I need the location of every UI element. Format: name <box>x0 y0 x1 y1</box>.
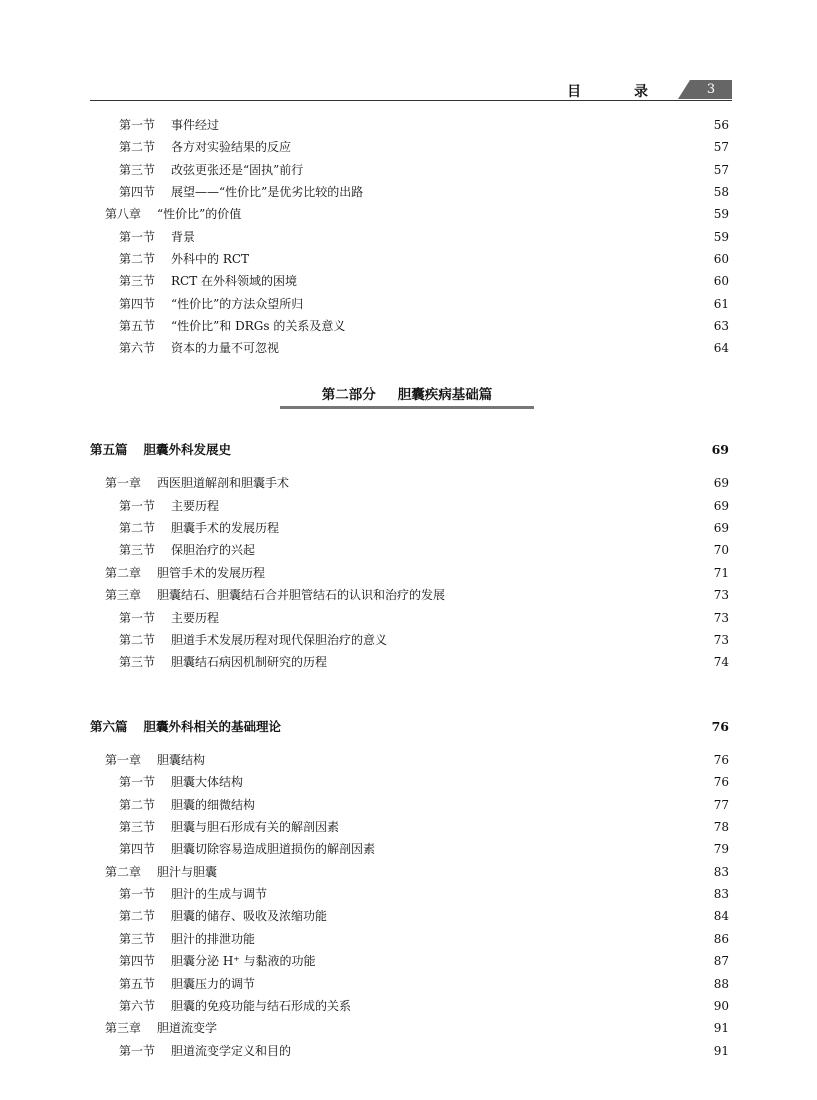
entry-title: 胆囊与胆石形成有关的解剖因素 <box>171 820 340 834</box>
entry-label: 第四节 <box>119 842 156 856</box>
entry-label: 第一节 <box>119 611 156 625</box>
entry-title: 胆囊切除容易造成胆道损伤的解剖因素 <box>171 842 376 856</box>
dot-leader <box>247 772 709 792</box>
entry-page-number: 73 <box>713 588 729 602</box>
entry-page-number: 74 <box>713 655 729 669</box>
entry-title: 主要历程 <box>171 611 220 625</box>
toc-entry-section[interactable] <box>119 839 729 859</box>
dot-leader <box>307 160 709 180</box>
entry-title: “性价比”和 DRGs 的关系及意义 <box>171 319 346 333</box>
entry-title: 胆囊结构 <box>157 753 206 767</box>
entry-title: 胆囊外科相关的基础理论 <box>143 719 282 734</box>
entry-title: 改弦更张还是“固执”前行 <box>171 163 304 177</box>
dot-leader <box>245 204 709 224</box>
entry-title: 事件经过 <box>171 118 220 132</box>
dot-leader <box>259 929 709 949</box>
entry-title: 保胆治疗的兴起 <box>171 543 256 557</box>
entry-page-number: 69 <box>713 521 729 535</box>
toc-entry-section[interactable] <box>119 518 729 538</box>
entry-page-number: 87 <box>713 954 729 968</box>
entry-page-number: 73 <box>713 633 729 647</box>
entry-title: 胆汁的生成与调节 <box>171 887 268 901</box>
part-banner-label: 第二部分 <box>321 387 376 403</box>
dot-leader <box>283 338 709 358</box>
entry-title: RCT 在外科领域的困境 <box>171 274 298 288</box>
toc-entry-section[interactable] <box>119 884 729 904</box>
toc-entry-section[interactable] <box>119 137 729 157</box>
entry-label: 第一章 <box>105 753 142 767</box>
dot-leader <box>391 630 709 650</box>
entry-label: 第八章 <box>105 207 142 221</box>
toc-entry-section[interactable] <box>119 316 729 336</box>
dot-leader <box>259 540 709 560</box>
entry-label: 第二节 <box>119 521 156 535</box>
entry-page-number: 91 <box>713 1044 729 1058</box>
entry-title: 背景 <box>171 230 196 244</box>
entry-title: 主要历程 <box>171 499 220 513</box>
entry-title: “性价比”的价值 <box>157 207 242 221</box>
entry-title: 胆囊手术的发展历程 <box>171 521 280 535</box>
dot-leader <box>355 996 709 1016</box>
dot-leader <box>269 563 709 583</box>
dot-leader <box>319 951 709 971</box>
entry-label: 第五节 <box>119 319 156 333</box>
entry-label: 第三节 <box>119 543 156 557</box>
entry-page-number: 76 <box>713 775 729 789</box>
entry-page-number: 60 <box>713 274 729 288</box>
entry-page-number: 76 <box>713 753 729 767</box>
entry-page-number: 69 <box>713 476 729 490</box>
entry-title: 胆管手术的发展历程 <box>157 566 266 580</box>
entry-label: 第三章 <box>105 1021 142 1035</box>
toc-entry-chapter[interactable] <box>105 1018 729 1038</box>
entry-title: 各方对实验结果的反应 <box>171 140 292 154</box>
toc-entry-section[interactable] <box>119 115 729 135</box>
toc-entry-part[interactable] <box>90 440 729 460</box>
entry-title: 资本的力量不可忽视 <box>171 341 280 355</box>
dot-leader <box>285 717 708 737</box>
entry-title: 胆道流变学 <box>157 1021 218 1035</box>
entry-page-number: 70 <box>713 543 729 557</box>
entry-page-number: 83 <box>713 887 729 901</box>
dot-leader <box>349 316 709 336</box>
entry-page-number: 69 <box>713 499 729 513</box>
entry-label: 第二节 <box>119 252 156 266</box>
toc-entry-section[interactable] <box>119 608 729 628</box>
dot-leader <box>209 750 709 770</box>
entry-title: 胆囊外科发展史 <box>143 442 232 457</box>
entry-page-number: 71 <box>713 566 729 580</box>
dot-leader <box>293 473 709 493</box>
entry-label: 第四节 <box>119 185 156 199</box>
entry-page-number: 79 <box>713 842 729 856</box>
toc-entry-section[interactable] <box>119 817 729 837</box>
entry-page-number: 60 <box>713 252 729 266</box>
entry-label: 第一节 <box>119 118 156 132</box>
dot-leader <box>235 440 708 460</box>
dot-leader <box>221 862 709 882</box>
entry-title: 胆囊结石、胆囊结石合并胆管结石的认识和治疗的发展 <box>157 588 446 602</box>
entry-page-number: 57 <box>713 163 729 177</box>
entry-page-number: 78 <box>713 820 729 834</box>
entry-page-number: 86 <box>713 932 729 946</box>
entry-title: 展望——“性价比”是优劣比较的出路 <box>171 185 364 199</box>
entry-page-number: 56 <box>713 118 729 132</box>
dot-leader <box>449 585 709 605</box>
toc-entry-section[interactable] <box>119 227 729 247</box>
toc-entry-section[interactable] <box>119 540 729 560</box>
dot-leader <box>379 839 709 859</box>
entry-page-number: 77 <box>713 798 729 812</box>
entry-label: 第三章 <box>105 588 142 602</box>
entry-title: 胆囊结石病因机制研究的历程 <box>171 655 328 669</box>
toc-entry-section[interactable] <box>119 338 729 358</box>
dot-leader <box>259 795 709 815</box>
toc-entry-section[interactable] <box>119 795 729 815</box>
entry-label: 第一章 <box>105 476 142 490</box>
entry-page-number: 83 <box>713 865 729 879</box>
toc-entry-section[interactable] <box>119 906 729 926</box>
entry-label: 第三节 <box>119 932 156 946</box>
toc-entry-section[interactable] <box>119 630 729 650</box>
entry-page-number: 63 <box>713 319 729 333</box>
entry-page-number: 69 <box>711 442 729 457</box>
toc-entry-chapter[interactable] <box>105 563 729 583</box>
toc-entry-section[interactable] <box>119 996 729 1016</box>
entry-label: 第六篇 <box>90 719 128 734</box>
entry-page-number: 84 <box>713 909 729 923</box>
entry-title: 胆囊大体结构 <box>171 775 244 789</box>
dot-leader <box>295 137 709 157</box>
entry-label: 第二章 <box>105 865 142 879</box>
entry-label: 第四节 <box>119 297 156 311</box>
entry-label: 第一节 <box>119 887 156 901</box>
entry-label: 第二节 <box>119 909 156 923</box>
dot-leader <box>307 294 709 314</box>
toc-entry-chapter[interactable] <box>105 750 729 770</box>
entry-page-number: 91 <box>713 1021 729 1035</box>
entry-page-number: 88 <box>713 977 729 991</box>
entry-title: 胆汁的排泄功能 <box>171 932 256 946</box>
dot-leader <box>283 518 709 538</box>
toc-entry-section[interactable] <box>119 929 729 949</box>
entry-title: 胆道手术发展历程对现代保胆治疗的意义 <box>171 633 388 647</box>
entry-title: 西医胆道解剖和胆囊手术 <box>157 476 290 490</box>
toc-entry-section[interactable] <box>119 160 729 180</box>
entry-label: 第三节 <box>119 163 156 177</box>
toc-entry-section[interactable] <box>119 496 729 516</box>
dot-leader <box>331 906 709 926</box>
entry-label: 第五篇 <box>90 442 128 457</box>
toc-entry-chapter[interactable] <box>105 204 729 224</box>
part-banner <box>280 383 534 405</box>
dot-leader <box>271 884 709 904</box>
entry-title: 胆囊的储存、吸收及浓缩功能 <box>171 909 328 923</box>
entry-label: 第四节 <box>119 954 156 968</box>
entry-label: 第一节 <box>119 499 156 513</box>
toc-entry-section[interactable] <box>119 271 729 291</box>
toc-entry-chapter[interactable] <box>105 473 729 493</box>
dot-leader <box>223 115 709 135</box>
entry-title: “性价比”的方法众望所归 <box>171 297 304 311</box>
toc-entry-section[interactable] <box>119 294 729 314</box>
toc-entry-section[interactable] <box>119 652 729 672</box>
dot-leader <box>343 817 709 837</box>
toc-entry-chapter[interactable] <box>105 862 729 882</box>
entry-label: 第一节 <box>119 775 156 789</box>
dot-leader <box>199 227 709 247</box>
dot-leader <box>223 496 709 516</box>
dot-leader <box>253 249 709 269</box>
toc-entry-chapter[interactable] <box>105 585 729 605</box>
toc-entry-section[interactable] <box>119 974 729 994</box>
entry-label: 第六节 <box>119 341 156 355</box>
entry-label: 第三节 <box>119 820 156 834</box>
entry-page-number: 61 <box>713 297 729 311</box>
toc-entry-section[interactable] <box>119 951 729 971</box>
entry-label: 第二章 <box>105 566 142 580</box>
entry-label: 第二节 <box>119 140 156 154</box>
dot-leader <box>259 974 709 994</box>
entry-page-number: 76 <box>711 719 729 734</box>
entry-page-number: 64 <box>713 341 729 355</box>
toc-entry-section[interactable] <box>119 249 729 269</box>
dot-leader <box>221 1018 709 1038</box>
toc-entry-section[interactable] <box>119 182 729 202</box>
entry-label: 第一节 <box>119 230 156 244</box>
entry-page-number: 59 <box>713 230 729 244</box>
entry-page-number: 59 <box>713 207 729 221</box>
part-banner-underline <box>280 406 534 409</box>
entry-label: 第二节 <box>119 798 156 812</box>
entry-label: 第五节 <box>119 977 156 991</box>
entry-page-number: 58 <box>713 185 729 199</box>
dot-leader <box>331 652 709 672</box>
dot-leader <box>367 182 709 202</box>
entry-label: 第三节 <box>119 655 156 669</box>
entry-title: 外科中的 RCT <box>171 252 250 266</box>
dot-leader <box>295 1041 709 1061</box>
entry-label: 第二节 <box>119 633 156 647</box>
entry-label: 第三节 <box>119 274 156 288</box>
dot-leader <box>301 271 709 291</box>
entry-page-number: 57 <box>713 140 729 154</box>
header-title: 目 录 <box>567 84 672 100</box>
entry-page-number: 90 <box>713 999 729 1013</box>
entry-label: 第六节 <box>119 999 156 1013</box>
entry-page-number: 73 <box>713 611 729 625</box>
entry-label: 第一节 <box>119 1044 156 1058</box>
entry-title: 胆囊压力的调节 <box>171 977 256 991</box>
entry-title: 胆囊分泌 H⁺ 与黏液的功能 <box>171 954 316 968</box>
toc-entry-section[interactable] <box>119 1041 729 1061</box>
part-banner-title: 胆囊疾病基础篇 <box>397 387 493 403</box>
entry-title: 胆道流变学定义和目的 <box>171 1044 292 1058</box>
toc-entry-section[interactable] <box>119 772 729 792</box>
entry-title: 胆汁与胆囊 <box>157 865 218 879</box>
toc-entry-part[interactable] <box>90 717 729 737</box>
entry-title: 胆囊的免疫功能与结石形成的关系 <box>171 999 352 1013</box>
dot-leader <box>223 608 709 628</box>
page-number: 3 <box>690 80 732 99</box>
entry-title: 胆囊的细微结构 <box>171 798 256 812</box>
